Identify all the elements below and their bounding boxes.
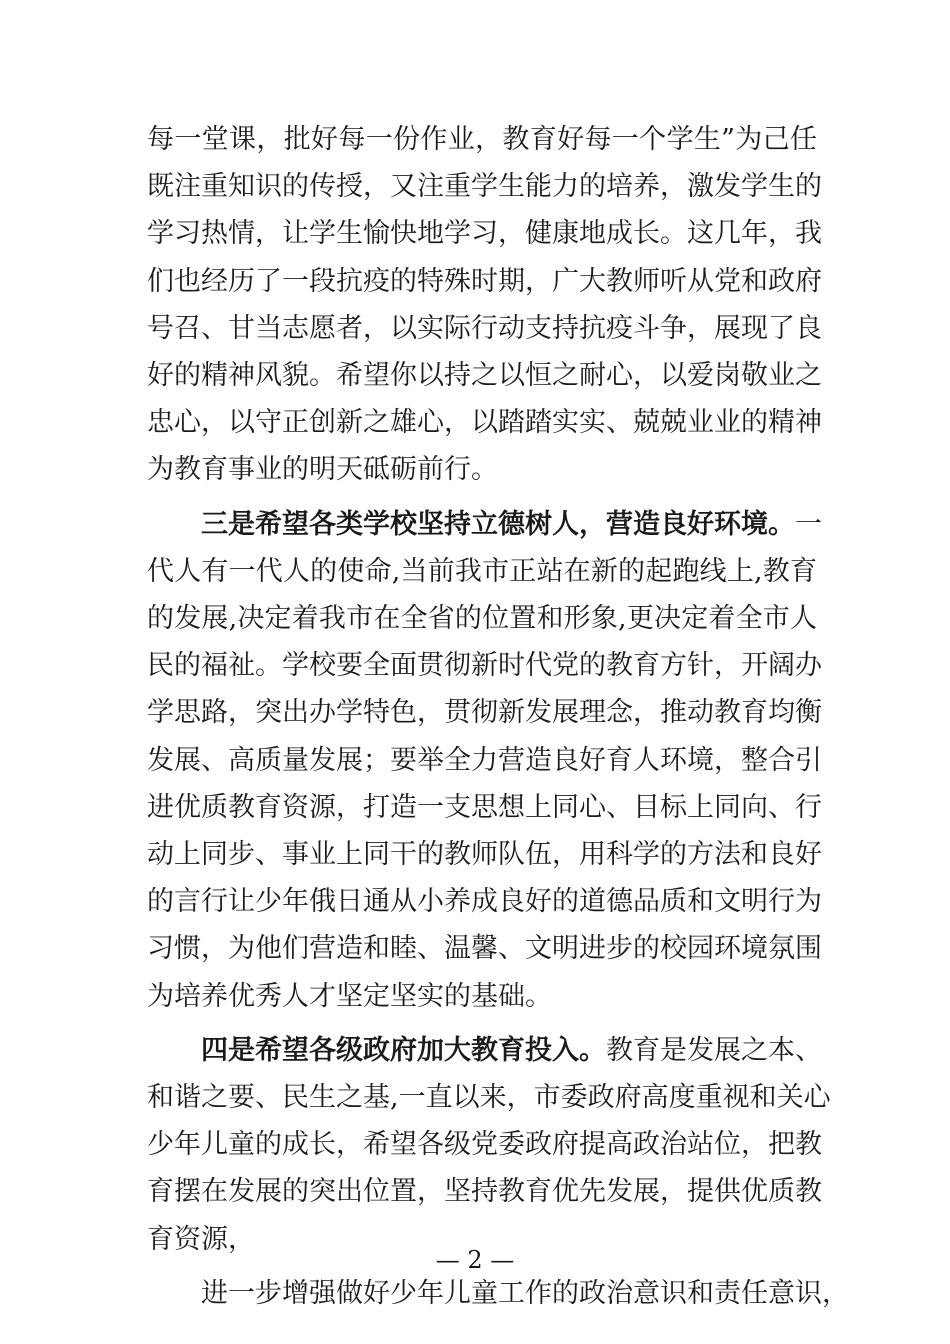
paragraph-2-line: 学思路，突出办学特色，贯彻新发展理念，推动教育均衡	[147, 697, 822, 728]
paragraph-1-line: 既注重知识的传授，又注重学生能力的培养，激发学生的	[147, 171, 822, 202]
paragraph-2-line: 的言行让少年俄日通从小养成良好的道德品质和文明行为	[147, 886, 822, 917]
paragraph-2-first-line	[201, 501, 822, 549]
paragraph-3-heading: 四是希望各级政府加大教育投入。	[201, 1035, 606, 1066]
paragraph-2-line: 发展、高质量发展；要举全力营造良好育人环境，整合引	[147, 745, 822, 776]
paragraph-1-line: 每一堂课，批好每一份作业，教育好每一个学生”为己任	[147, 124, 817, 155]
paragraph-2-line: 为培养优秀人才坚定坚实的基础。	[147, 981, 552, 1012]
paragraph-3-line: 育摆在发展的突出位置，坚持教育优先发展，提供优质教	[147, 1176, 822, 1207]
paragraph-2-heading: 三是希望各类学校坚持立德树人，营造良好环境。	[201, 509, 795, 540]
paragraph-4-first-line: 进一步增强做好少年儿童工作的政治意识和责任意识，	[201, 1278, 849, 1309]
paragraph-1-line: 忠心，以守正创新之雄心，以踏踏实实、兢兢业业的精神	[147, 407, 822, 438]
paragraph-2-first-line-rest: 一	[795, 509, 822, 540]
paragraph-1-line: 们也经历了一段抗疫的特殊时期，广大教师听从党和政府	[147, 266, 822, 297]
page-number: — 2 —	[435, 1246, 515, 1274]
paragraph-1-line: 学习热情，让学生愉快地学习，健康地成长。这几年，我	[147, 218, 822, 249]
paragraph-2-line: 的发展,决定着我市在全省的位置和形象,更决定着全市人	[147, 603, 817, 634]
paragraph-2-line: 民的福祉。学校要全面贯彻新时代党的教育方针，开阔办	[147, 650, 822, 681]
paragraph-3-first-line	[201, 1027, 822, 1075]
paragraph-3-first-line-rest: 教育是发展之本、	[606, 1035, 822, 1066]
paragraph-2-line: 代人有一代人的使命,当前我市正站在新的起跑线上,教育	[147, 556, 817, 587]
paragraph-1-line: 好的精神风貌。希望你以持之以恒之耐心，以爱岗敬业之	[147, 360, 822, 391]
paragraph-3-line: 育资源，	[147, 1224, 255, 1255]
paragraph-3-line: 和谐之要、民生之基,一直以来，市委政府高度重视和关心	[147, 1082, 831, 1113]
paragraph-2-line: 动上同步、事业上同干的教师队伍，用科学的方法和良好	[147, 839, 822, 870]
paragraph-3-line: 少年儿童的成长，希望各级党委政府提高政治站位，把教	[147, 1129, 822, 1160]
paragraph-2-line: 习惯，为他们营造和睦、温馨、文明进步的校园环境氛围	[147, 933, 822, 964]
paragraph-1-line: 为教育事业的明天砥砺前行。	[147, 454, 498, 485]
paragraph-2-line: 进优质教育资源，打造一支思想上同心、目标上同向、行	[147, 792, 822, 823]
paragraph-1-line: 号召、甘当志愿者，以实际行动支持抗疫斗争，展现了良	[147, 313, 822, 344]
